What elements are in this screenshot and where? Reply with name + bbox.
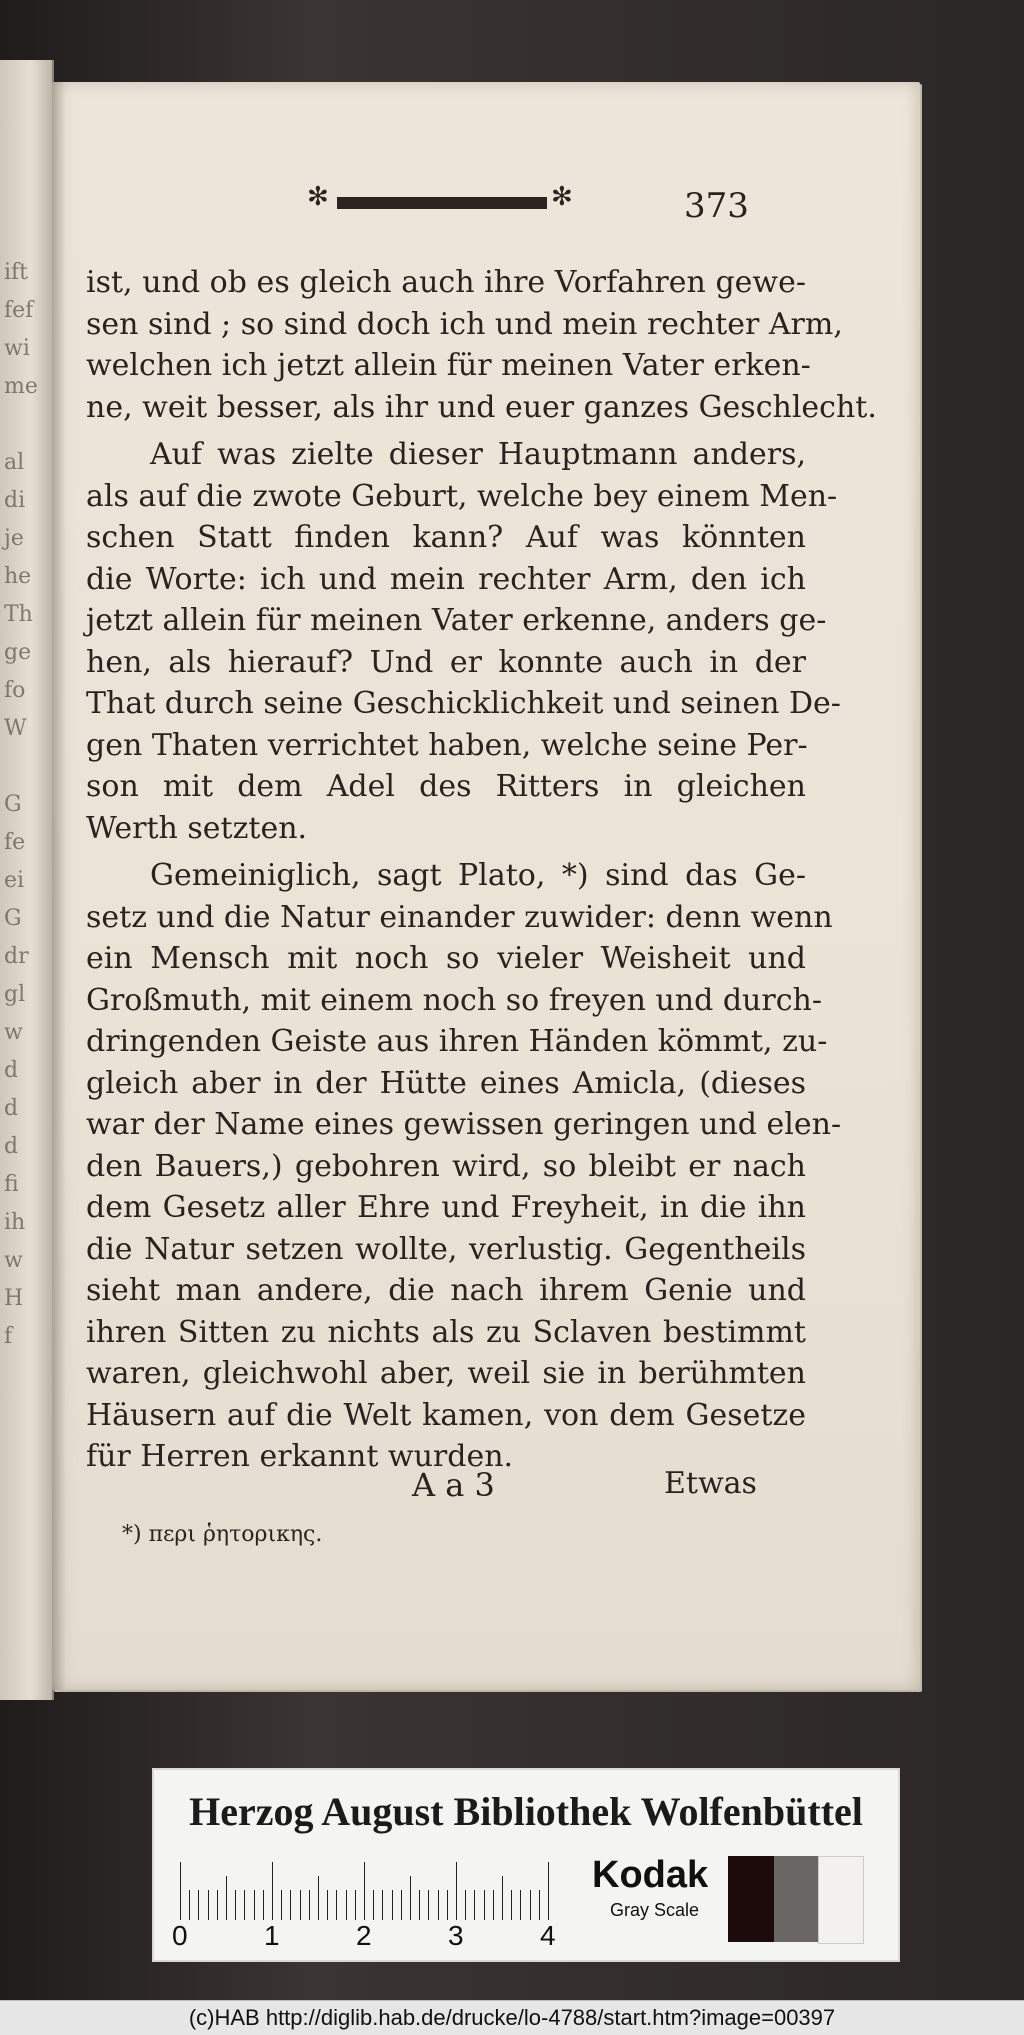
ornament-star-icon: ✻ xyxy=(551,182,573,212)
ruler-tick xyxy=(364,1862,365,1920)
text-line: die Worte: ich und mein rechter Arm, den ich xyxy=(86,561,806,597)
facing-page-fragment: ei xyxy=(4,868,25,893)
facing-page-fragment: gl xyxy=(4,982,26,1007)
text-line: Häusern auf die Welt kamen, von dem Gesetze xyxy=(86,1397,806,1433)
facing-page-fragment: ift xyxy=(4,260,29,285)
text-line: Auf was zielte dieser Hauptmann anders, xyxy=(150,437,806,472)
text-line: hen, als hierauf? Und er konnte auch in der xyxy=(86,644,806,680)
ruler-tick xyxy=(281,1890,282,1920)
ruler-number: 1 xyxy=(264,1920,280,1951)
facing-page-text-fragments xyxy=(4,260,48,1362)
ruler-tick xyxy=(392,1890,393,1920)
facing-page-fragment: G xyxy=(4,792,22,817)
measurement-ruler xyxy=(180,1862,560,1922)
facing-page-fragment: w xyxy=(4,1248,23,1273)
library-title: Herzog August Bibliothek Wolfenbüttel xyxy=(189,1789,863,1834)
ruler-tick xyxy=(180,1862,181,1920)
text-line: die Natur setzen wollte, verlustig. Gegentheils xyxy=(86,1231,806,1267)
ruler-number: 2 xyxy=(356,1920,372,1951)
footnote: *) περι ῥητορικης. xyxy=(122,1522,323,1547)
facing-page-fragment: d xyxy=(4,1134,19,1159)
facing-page-fragment: W xyxy=(4,716,27,741)
gutter-shadow xyxy=(52,82,66,1690)
ruler-tick xyxy=(493,1890,494,1920)
ruler-tick xyxy=(465,1890,466,1920)
text-line: setz und die Natur einander zuwider: denn wenn xyxy=(86,899,833,935)
ruler-tick xyxy=(530,1890,531,1920)
ruler-tick xyxy=(318,1876,319,1920)
facing-page-fragment: f xyxy=(4,1324,13,1349)
facing-page-fragment xyxy=(4,754,48,792)
facing-page-fragment: fe xyxy=(4,830,26,855)
facing-page-fragment: fo xyxy=(4,678,26,703)
catchword: Etwas xyxy=(664,1466,757,1501)
facing-page-fragment: je xyxy=(4,526,24,551)
ruler-tick xyxy=(290,1890,291,1920)
facing-page-fragment: fi xyxy=(4,1172,19,1197)
text-line: ist, und ob es gleich auch ihre Vorfahren gewe- xyxy=(86,265,806,300)
gray-swatch-light xyxy=(818,1856,864,1944)
text-line: waren, gleichwohl aber, weil sie in berühmten xyxy=(86,1356,806,1391)
facing-page-fragment: al xyxy=(4,450,25,475)
text-line: jetzt allein für meinen Vater erkenne, anders ge- xyxy=(86,603,827,638)
page-body-text xyxy=(86,262,877,1478)
ruler-tick xyxy=(382,1890,383,1920)
ruler-numbers xyxy=(172,1920,592,1950)
ruler-tick xyxy=(502,1876,503,1920)
ruler-tick xyxy=(511,1890,512,1920)
ruler-tick xyxy=(244,1890,245,1920)
facing-page-fragment: fef xyxy=(4,298,34,323)
facing-page-fragment: d xyxy=(4,1096,19,1121)
ruler-tick xyxy=(198,1890,199,1920)
ruler-number: 4 xyxy=(540,1920,556,1951)
facing-page-fragment: d xyxy=(4,1058,19,1083)
ruler-tick xyxy=(419,1890,420,1920)
ruler-tick xyxy=(438,1890,439,1920)
facing-page-fragment: me xyxy=(4,374,38,399)
ruler-tick xyxy=(217,1890,218,1920)
ruler-tick xyxy=(235,1890,236,1920)
gray-swatch-mid xyxy=(774,1856,818,1942)
facing-page-fragment: ge xyxy=(4,640,32,665)
ruler-tick xyxy=(208,1890,209,1920)
gray-swatch-dark xyxy=(728,1856,774,1942)
text-line: als auf die zwote Geburt, welche bey einem Men- xyxy=(86,478,838,514)
calibration-card xyxy=(152,1768,900,1962)
ruler-tick xyxy=(474,1890,475,1920)
ruler-number: 0 xyxy=(172,1920,188,1951)
ruler-number: 3 xyxy=(448,1920,464,1951)
text-line: That durch seine Geschicklichkeit und seinen De- xyxy=(86,686,841,721)
ornament-star-icon: ✻ xyxy=(307,182,329,212)
ruler-tick xyxy=(336,1890,337,1920)
text-line: den Bauers,) gebohren wird, so bleibt er nach xyxy=(86,1148,806,1184)
ruler-tick xyxy=(355,1890,356,1920)
facing-page-edge xyxy=(0,60,54,1700)
text-line: ne, weit besser, als ihr und euer ganzes Geschlecht. xyxy=(86,389,877,425)
facing-page-fragment: di xyxy=(4,488,26,513)
text-line: sen sind ; so sind doch ich und mein rechter Arm, xyxy=(86,306,843,342)
facing-page-fragment: Th xyxy=(4,602,33,627)
text-line: schen Statt finden kann? Auf was könnten xyxy=(86,520,806,555)
text-line: welchen ich jetzt allein für meinen Vater erken- xyxy=(86,348,811,383)
book-page xyxy=(52,82,920,1690)
text-line: gleich aber in der Hütte eines Amicla, (dieses xyxy=(86,1065,806,1101)
text-line: gen Thaten verrichtet haben, welche seine Per- xyxy=(86,727,808,763)
facing-page-fragment: H xyxy=(4,1286,24,1311)
text-line: ein Mensch mit noch so vieler Weisheit und xyxy=(86,941,806,976)
ruler-tick xyxy=(428,1890,429,1920)
ruler-tick xyxy=(346,1890,347,1920)
ruler-tick xyxy=(401,1890,402,1920)
header-ornament xyxy=(307,182,577,212)
facing-page-fragment: w xyxy=(4,1020,23,1045)
text-line: dem Gesetz aller Ehre und Freyheit, in die ihn xyxy=(86,1190,806,1225)
kodak-logo: Kodak xyxy=(592,1854,709,1896)
citation-bar xyxy=(0,2000,1024,2035)
facing-page-fragment: wi xyxy=(4,336,30,361)
text-line: Gemeiniglich, sagt Plato, *) sind das Ge- xyxy=(150,858,806,893)
ruler-tick xyxy=(548,1862,549,1920)
ruler-tick xyxy=(272,1862,273,1920)
text-line: für Herren erkannt wurden. xyxy=(86,1439,514,1474)
ruler-tick xyxy=(226,1876,227,1920)
ruler-tick xyxy=(300,1890,301,1920)
ruler-tick xyxy=(484,1890,485,1920)
text-line: dringenden Geiste aus ihren Händen kömmt, zu- xyxy=(86,1024,828,1059)
ruler-tick xyxy=(327,1890,328,1920)
ruler-tick xyxy=(263,1890,264,1920)
facing-page-fragment: G xyxy=(4,906,22,931)
ruler-tick xyxy=(254,1890,255,1920)
ruler-tick xyxy=(456,1862,457,1920)
ruler-tick xyxy=(539,1890,540,1920)
text-line: Großmuth, mit einem noch so freyen und durch- xyxy=(86,982,822,1018)
citation-text: (c)HAB http://diglib.hab.de/drucke/lo-4788/start.htm?image=00397 xyxy=(188,2005,836,2030)
ruler-tick xyxy=(520,1890,521,1920)
ruler-tick xyxy=(189,1890,190,1920)
ruler-tick xyxy=(447,1890,448,1920)
ornament-rule xyxy=(337,197,547,209)
facing-page-fragment xyxy=(4,412,48,450)
facing-page-fragment: he xyxy=(4,564,32,589)
text-line: Werth setzten. xyxy=(86,810,308,846)
ruler-tick xyxy=(410,1876,411,1920)
text-line: war der Name eines gewissen geringen und elen- xyxy=(86,1107,842,1142)
facing-page-fragment: ih xyxy=(4,1210,26,1235)
text-line: ihren Sitten zu nichts als zu Sclaven bestimmt xyxy=(86,1314,806,1350)
ruler-tick xyxy=(373,1890,374,1920)
text-line: sieht man andere, die nach ihrem Genie und xyxy=(86,1273,806,1308)
facing-page-fragment: dr xyxy=(4,944,29,969)
gray-scale-label: Gray Scale xyxy=(610,1900,700,1920)
signature-mark: A a 3 xyxy=(412,1466,495,1504)
ruler-tick xyxy=(309,1890,310,1920)
text-line: son mit dem Adel des Ritters in gleichen xyxy=(86,769,806,804)
page-number: 373 xyxy=(684,186,749,226)
